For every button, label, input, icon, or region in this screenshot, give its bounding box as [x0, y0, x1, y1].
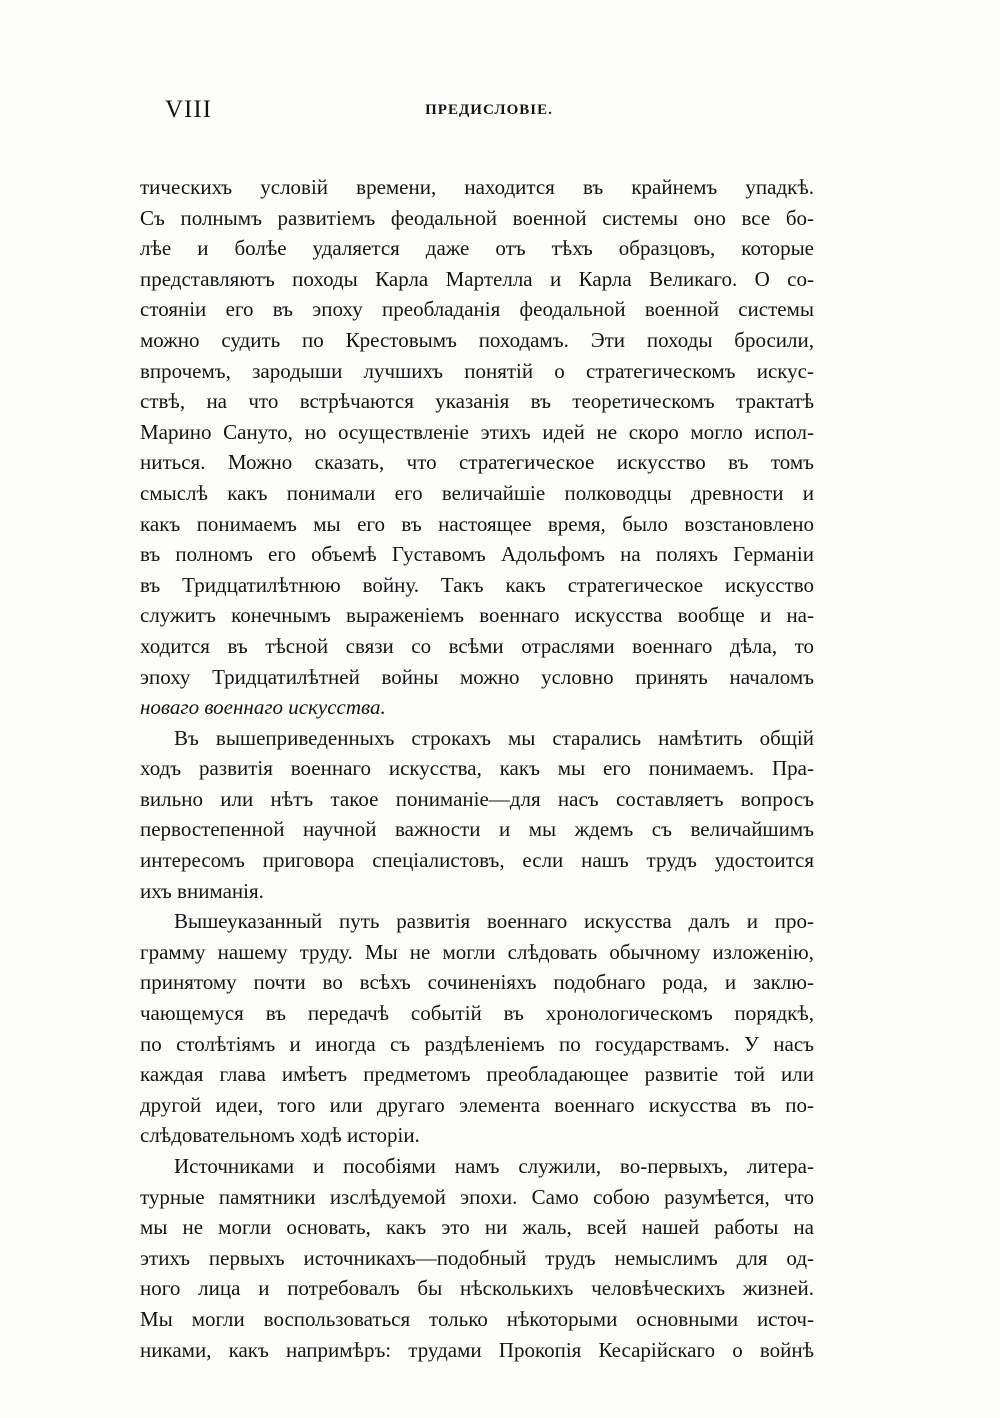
text-line: Источниками и пособіями намъ служили, во-первыхъ, литера-	[174, 1154, 814, 1178]
text-line: ходится въ тѣсной связи со всѣми отраслями военнаго дѣла, то	[140, 633, 814, 658]
text-line: интересомъ приговора спеціалистовъ, если нашъ трудъ удостоится	[140, 848, 814, 873]
text-line: какъ понимаемъ мы его въ настоящее время, было возстановлено	[140, 511, 814, 536]
text-line: слѣдовательномъ ходѣ исторіи.	[140, 1123, 420, 1148]
text-line: ниться. Можно сказать, что стратегическое искусство въ томъ	[140, 450, 814, 475]
text-line: мы не могли основать, какъ это ни жаль, всей нашей работы на	[140, 1215, 814, 1240]
text-line: въ полномъ его объемѣ Густавомъ Адольфомъ на поляхъ Германіи	[140, 542, 814, 567]
text-line: турные памятники изслѣдуемой эпохи. Само собою разумѣется, что	[140, 1184, 814, 1209]
page-number: VIII	[165, 96, 213, 123]
text-line: служитъ конечнымъ выраженіемъ военнаго искусства вообще и на-	[140, 603, 814, 628]
text-line-italic: новаго военнаго искусства.	[140, 695, 386, 720]
text-line: другой идеи, того или другаго элемента военнаго искусства въ по-	[140, 1092, 814, 1117]
text-line: ствѣ, на что встрѣчаются указанія въ теоретическомъ трактатѣ	[140, 389, 814, 414]
text-line: ного лица и потребовалъ бы нѣсколькихъ человѣческихъ жизней.	[140, 1276, 814, 1301]
text-line: вильно или нѣтъ такое пониманіе—для насъ составляетъ вопросъ	[140, 786, 814, 811]
running-header	[165, 96, 813, 126]
text-line: Марино Сануто, но осуществленіе этихъ идей не скоро могло испол-	[140, 419, 814, 444]
text-line: каждая глава имѣетъ предметомъ преобладающее развитіе той или	[140, 1062, 814, 1087]
text-line: никами, какъ напримѣръ: трудами Прокопія Кесарійскаго о войнѣ	[140, 1337, 814, 1362]
paragraph	[140, 1151, 814, 1365]
text-line: лѣе и болѣе удаляется даже отъ тѣхъ образцовъ, которые	[140, 236, 814, 261]
text-line: стояніи его въ эпоху преобладанія феодальной военной системы	[140, 297, 814, 322]
text-line: Съ полнымъ развитіемъ феодальной военной системы оно все бо-	[140, 205, 814, 230]
text-line: Въ вышеприведенныхъ строкахъ мы старались намѣтить общій	[174, 725, 814, 750]
text-line: впрочемъ, зародыши лучшихъ понятій о стратегическомъ искус-	[140, 358, 814, 383]
running-title: ПРЕДИСЛОВІЕ.	[425, 102, 553, 118]
text-line: принятому почти во всѣхъ сочиненіяхъ подобнаго рода, и заклю-	[140, 970, 814, 995]
text-line: чающемуся въ передачѣ событій въ хронологическомъ порядкѣ,	[140, 1001, 814, 1026]
text-line: Вышеуказанный путь развитія военнаго искусства далъ и про-	[174, 909, 814, 934]
text-line: можно судить по Крестовымъ походамъ. Эти походы бросили,	[140, 327, 814, 352]
text-line: смыслѣ какъ понимали его величайшіе полководцы древности и	[140, 480, 814, 505]
text-line: Мы могли воспользоваться только нѣкоторыми основными источ-	[140, 1306, 814, 1331]
body-text	[140, 172, 814, 1365]
paragraph	[140, 172, 814, 723]
text-line: эпоху Тридцатилѣтней войны можно условно принять началомъ	[140, 664, 814, 689]
text-line: ихъ вниманія.	[140, 878, 264, 903]
text-line: этихъ первыхъ источникахъ—подобный трудъ немыслимъ для од-	[140, 1245, 814, 1270]
text-line: первостепенной научной важности и мы ждемъ съ величайшимъ	[140, 817, 814, 842]
text-line: тическихъ условій времени, находится въ крайнемъ упадкѣ.	[140, 175, 814, 199]
paragraph	[140, 723, 814, 907]
text-line: въ Тридцатилѣтнюю войну. Такъ какъ стратегическое искусство	[140, 572, 814, 597]
text-line: грамму нашему труду. Мы не могли слѣдовать обычному изложенію,	[140, 939, 814, 964]
text-line: по столѣтіямъ и иногда съ раздѣленіемъ по государствамъ. У насъ	[140, 1031, 814, 1056]
paragraph	[140, 906, 814, 1151]
text-line: представляютъ походы Карла Мартелла и Карла Великаго. О со-	[140, 266, 814, 291]
text-line: ходъ развитія военнаго искусства, какъ мы его понимаемъ. Пра-	[140, 756, 814, 781]
